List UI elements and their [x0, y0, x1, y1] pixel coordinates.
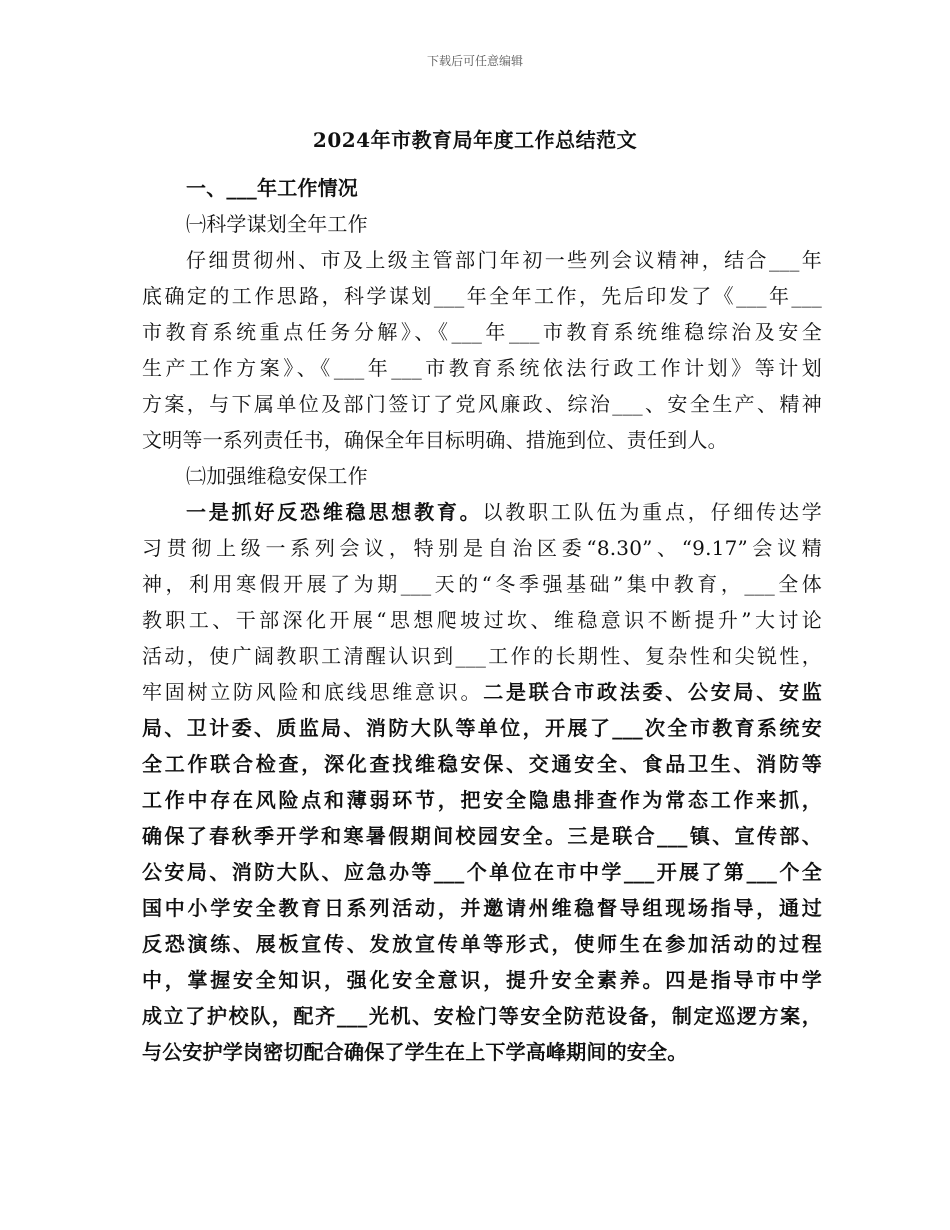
bold-lead-text: 一是抓好反恐维稳思想教育。 — [186, 500, 483, 524]
paragraph-line: 全工作联合检查，深化查找维稳安保、交通安全、食品卫生、消防等 — [142, 752, 822, 776]
section-heading: 一、___年工作情况 — [186, 176, 358, 200]
paragraph-line: 确保了春秋季开学和寒暑假期间校园安全。三是联合___镇、宣传部、 — [142, 824, 822, 848]
paragraph-line — [142, 674, 822, 710]
paragraph-line: 生产工作方案》、《___年___市教育系统依法行政工作计划》等计划 — [142, 356, 822, 380]
paragraph-text: 牢固树立防风险和底线思维意识。 — [142, 680, 484, 704]
paragraph-line: 市教育系统重点任务分解》、《___年___市教育系统维稳综治及安全 — [142, 320, 822, 344]
paragraph-line: 神，利用寒假开展了为期___天的“冬季强基础”集中教育，___全体 — [142, 572, 822, 596]
bold-lead-text: 二是联合市政法委、公安局、安监 — [483, 680, 823, 704]
paragraph-line: 活动，使广阔教职工清醒认识到___工作的长期性、复杂性和尖锐性， — [142, 644, 822, 668]
paragraph-line: 公安局、消防大队、应急办等___个单位在市中学___开展了第___个全 — [142, 860, 822, 884]
paragraph-text: 以教职工队伍为重点，仔细传达学 — [482, 500, 822, 524]
paragraph-line: 成立了护校队，配齐___光机、安检门等安全防范设备，制定巡逻方案， — [142, 1004, 822, 1028]
paragraph-line — [142, 494, 822, 530]
paragraph-line: 工作中存在风险点和薄弱环节，把安全隐患排查作为常态工作来抓， — [142, 788, 822, 812]
paragraph-line: 底确定的工作思路，科学谋划___年全年工作，先后印发了《___年___ — [142, 284, 822, 308]
paragraph-line: 与公安护学岗密切配合确保了学生在上下学高峰期间的安全。 — [142, 1040, 688, 1064]
subsection-heading: ㈠科学谋划全年工作 — [186, 212, 368, 236]
paragraph-line: 反恐演练、展板宣传、发放宣传单等形式，使师生在参加活动的过程 — [142, 932, 822, 956]
page-header-note: 下载后可任意编辑 — [426, 54, 523, 68]
paragraph-line: 文明等一系列责任书，确保全年目标明确、措施到位、责任到人。 — [142, 428, 728, 452]
paragraph-line: 局、卫计委、质监局、消防大队等单位，开展了___次全市教育系统安 — [142, 716, 822, 740]
paragraph-line: 中，掌握安全知识，强化安全意识，提升安全素养。四是指导市中学 — [142, 968, 822, 992]
document-title: 2024年市教育局年度工作总结范文 — [312, 128, 638, 152]
paragraph-line: 国中小学安全教育日系列活动，并邀请州维稳督导组现场指导，通过 — [142, 896, 822, 920]
paragraph-line: 仔细贯彻州、市及上级主管部门年初一些列会议精神，结合___年 — [186, 248, 822, 272]
paragraph-line: 习贯彻上级一系列会议，特别是自治区委“8.30”、“9.17”会议精 — [142, 536, 822, 560]
paragraph-line: 教职工、干部深化开展“思想爬坡过坎、维稳意识不断提升”大讨论 — [142, 608, 822, 632]
paragraph-line: 方案，与下属单位及部门签订了党风廉政、综治___、安全生产、精神 — [142, 392, 822, 416]
document-body — [142, 170, 822, 1070]
subsection-heading: ㈡加强维稳安保工作 — [186, 464, 368, 488]
